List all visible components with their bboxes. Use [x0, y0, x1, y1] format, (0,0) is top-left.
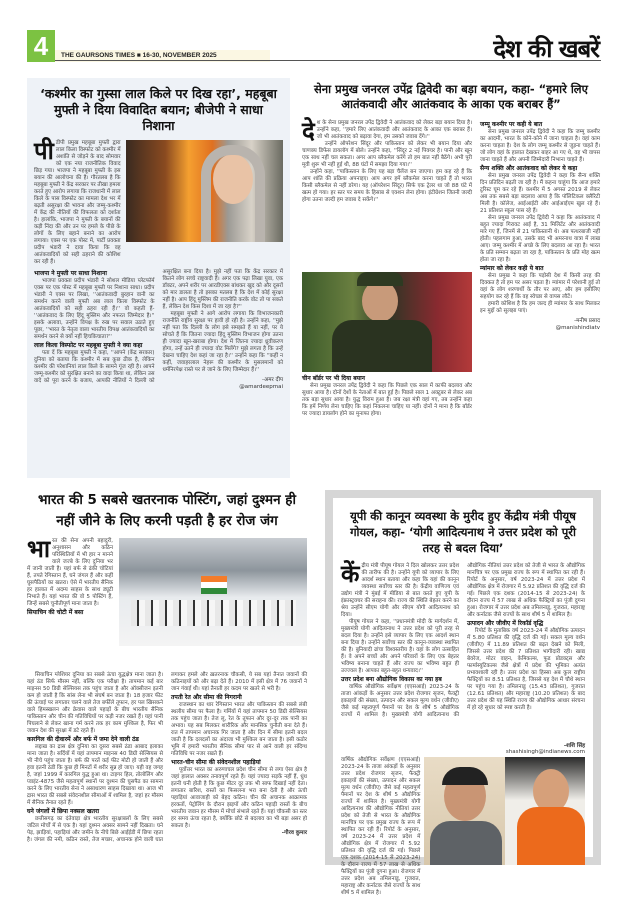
subheading: उत्तर प्रदेश बना औद्योगिक विकास का नया हब — [341, 676, 442, 683]
byline: -शशि सिंह — [563, 743, 585, 749]
army-chief-photo — [302, 272, 472, 372]
subheading: भाजपा ने मुफ्ती पर साधा निशाना — [34, 270, 107, 277]
byline: -मनीष प्रसाद — [574, 318, 600, 324]
goyal-yogi-photo — [424, 757, 585, 865]
soldiers-flag-photo — [119, 538, 307, 646]
author-handle[interactable]: @amardeepmai — [239, 384, 283, 390]
drop-cap: पी — [34, 137, 54, 165]
headline: सेना प्रमुख जनरल उपेंद्र द्विवेदी का बड़ा बयान, कहा- “हमारे लिए आतंकवादी और आतंकवाद के आका एक बराबर हैं” — [314, 82, 588, 111]
yogi-photo — [505, 757, 585, 865]
page-number: 4 — [27, 30, 55, 62]
article-columns: भाजपा ने मुफ्ती पर साधा निशाना भाजपा प्रवक्ता प्रदीप भंडारी ने सोशल मीडिया प्लेटफॉर्म एक्स पर एक पोस्ट में महबूबा मुफ्ती पर निशाना साधा। प्रदीप भंडारी ने एक्स पर लिखा, ''आतंकवादी बुरहान वानी का समर्थन करने वाली मुफ्ती अब लाल किला विस्फोट के आतंकवादियों को सही ठहरा रही हैं।'' वो कहती हैं- ''आतंकवाद के लिए हिंदू मुस्लिम और नफरत जिम्मेदार है।'' इसके अलावा, उन्होंने विपक्ष के रुख पर सवाल उठाते हुए पूछा, ''भारत के नेतृत्व वाला भारतीय विपक्ष आतंकवादियों का समर्थन करने से क्यों नहीं हिचकिचाता?'' लाल किला विस्फोट पर महबूबा मुफ्ती ने क्या कहा पता दें कि महबूबा मुफ्ती ने कहा, ''आपने (केंद्र सरकार) दुनिया को बताया कि कश्मीर में सब कुछ ठीक है, लेकिन कश्मीर की परेशानियां लाल किले के सामने गूंज रही है। आपने जम्मू-कश्मीर को सुरक्षित बनाने का वादा किया था, लेकिन उस वादे को पूरा करने के बजाय, आपकी नीतियों ने दिल्ली को असुरक्षित बना दिया है। मुझे नहीं पता कि केंद्र सरकार में कितने लोग सच्चे राष्ट्रवादी हैं। अगर एक पढ़ा लिखा युवा, एक डॉक्टर, अपने शरीर पर आरडीएक्स बांधकर खुद को और दूसरों को मार डालता है तो इसका मतलब है कि देश में कोई सुरक्षा नहीं है। आप हिंदू मुस्लिम की राजनीति करके वोट तो पा सकते हैं, लेकिन देश किस दिशा में जा रहा है?'' महबूबा मुफ्ती ने आगे आरोप लगाया कि विभाजनकारी राजनीति राष्ट्रीय सुरक्षा पर हावी हो रही है। उन्होंने कहा, ''मुझे नहीं पता कि दिल्ली के लोग इसे समझते हैं या नहीं, पर ये सोचते हैं कि जितना ज्यादा हिंदू मुस्लिम विभाजन होगा उतना ही ज्यादा खून-खराबा होगा। देश में जितना ज्यादा ध्रुवीकरण होगा, उन्हें उतने ही ज्यादा वोट मिलेंगे? मुझे लगता है कि उन्हें देखना चाहिए देश कहां जा रहा है।'' उन्होंने कहा कि ''कहीं न कहीं, जवाहरलाल नेहरू की कश्मीर के मुसलमानों को धर्मनिरपेक्ष रास्ते पर ले जाने के लिए जिम्मेदार हैं।'' -अमर दीप @amardeepmai — [34, 269, 283, 390]
subheading: तपती रेत और सीमा की निगरानी — [171, 694, 242, 701]
subheading: म्यांमार को लेकर कही ये बात — [480, 265, 544, 272]
byline: -अमर दीप — [262, 377, 283, 383]
article-piyush-goyal: यूपी की कानून व्यवस्था के मुरीद हुए केंद्रीय मंत्री पीयूष गोयल, कहा- ‘योगी आदित्यनाथ ने उत्तर प्रदेश को पूरी तरह से बदल दिया’ केंद्रीय मंत्री पीयूष गोयल ने दिल खोलकर उत्तर प्रदेश की तारीफ की है। उन्होंने यूपी को व्यापार के लिए आदर्श स्थान बताया और कहा कि यहां की कानून व्यवस्था सर्वोच्च स्तर की है। केंद्रीय वाणिज्य एवं उद्योग मंत्री ने मुंबई में मीडिया से बात करते हुए यूपी के इंफ्रास्ट्रक्चर की सराहना की। राज्य की स्थिति बेहतर करने का श्रेय उन्होंने सीएम योगी और सीएम योगी आदित्यनाथ को दिया। पीयूष गोयल ने कहा, ''प्रधानमंत्री मोदी के मार्गदर्शन में, मुख्यमंत्री योगी आदित्यनाथ ने उत्तर प्रदेश को पूरी तरह से बदल दिया है। उन्होंने इसे व्यापार के लिए एक आदर्श स्थान बना दिया है। उन्होंने सर्वोच्च स्तर की कानून-व्यवस्था स्थापित की है। बुनियादी ढांचा विश्वस्तरीय है। वहां के लोग उत्साहित हैं। वे अपने बच्चों और अपने परिवारों के लिए एक बेहतर भविष्य बनाना चाहते हैं और राज्य का भविष्य बहुत ही उज्ज्वल है। आपका बहुत-बहुत धन्यवाद।'' उत्तर प्रदेश बना औद्योगिक विकास का नया हब वार्षिक औद्योगिक सर्वेक्षण (एएसआई) 2023-24 के ताजा आंकड़ों के अनुसार उत्तर प्रदेश रोजगार सृजन, फैक्ट्री इकाइयों की संख्या, उत्पादन और सकल मूल्य वर्धन (जीवीए) जैसे कई महत्वपूर्ण पैमानों पर देश के शीर्ष 5 औद्योगिक राज्यों में शामिल है। मुख्यमंत्री योगी आदित्यनाथ की औद्योगिक नीतियां उत्तर प्रदेश को तेजी से भारत के औद्योगिक मानचित्र पर एक प्रमुख राज्य के रूप में स्थापित कर रही हैं। रिपोर्ट के अनुसार, वर्ष 2023-24 में उत्तर प्रदेश में औद्योगिक क्षेत्र में रोजगार में 5.92 प्रतिशत की वृद्धि दर्ज की गई। पिछले एक दशक (2014-15 से 2023-24) के दौरान राज्य में 57 लाख से अधिक फैक्ट्रियों का पूंजी दुगना हुआ। रोजगार में उत्तर प्रदेश अब तमिलनाडु, गुजरात, महाराष्ट्र और कर्नाटक जैसे राज्यों के साथ शीर्ष 5 में शामिल है। उत्पादन और जीवीए में रिकॉर्ड वृद्धि रिपोर्ट के मुताबिक वर्ष 2023-24 में औद्योगिक उत्पादन में 5.80 प्रतिशत की वृद्धि दर्ज की गई। सकल मूल्य वर्धन (जीवीए) में 11.89 प्रतिशत की बढ़त देखने को मिली, जिससे उत्तर प्रदेश की 7 प्रतिशत भागीदारी रही। खाद्य बेवरेज, मोटर वाहन, केमिकल्स, फूड प्रोडक्ट्स और फार्मास्युटिकल्स जैसे क्षेत्रों में प्रदेश की भूमिका अत्यंत प्रभावशाली रही है। उत्तर प्रदेश का हिस्सा अब कुल राष्ट्रीय फैक्ट्रियों का 8.51 प्रतिशत है, जिससे यह देश में चौथे स्थान पर पहुंच गया है। तमिलनाडु (15.43 प्रतिशत), गुजरात (12.61 प्रतिशत) और महाराष्ट्र (10.20 प्रतिशत) के बाद उत्तर प्रदेश की यह स्थिति राज्य की औद्योगिक आधार संरचना में हो रहे सुधार को स्पष्ट करती है। -शशि सिंह shashisingh@indianews.com वार्षिक औद्योगिक सर्वेक्षण (एएसआई) 2023-24 के ताजा आंकड़ों के अनुसार उत्तर प्रदेश रोजगार सृजन, फैक्ट्री इकाइयों की संख्या, उत्पादन और सकल मूल्य वर्धन (जीवीए) जैसे कई महत्वपूर्ण पैमानों पर देश के शीर्ष 5 औद्योगिक राज्यों में शामिल है। मुख्यमंत्री योगी आदित्यनाथ की औद्योगिक नीतियां उत्तर प्रदेश को तेजी से भारत के औद्योगिक मानचित्र पर एक प्रमुख राज्य के रूप में स्थापित कर रही हैं। रिपोर्ट के अनुसार, वर्ष 2023-24 में उत्तर प्रदेश में औद्योगिक क्षेत्र में रोजगार में 5.92 प्रतिशत की वृद्धि दर्ज की गई। पिछले एक दशक (2014-15 से 2023-24) के दौरान राज्य में 57 लाख से अधिक फैक्ट्रियों का पूंजी दुगना हुआ। रोजगार में उत्तर प्रदेश अब तमिलनाडु, गुजरात, महाराष्ट्र और कर्नाटक जैसे राज्यों के साथ शीर्ष 5 में शामिल है। — [325, 490, 601, 865]
subheading: सियाचिन की चोटी में बसा — [27, 609, 84, 616]
mehbooba-photo — [126, 140, 283, 242]
subheading: सैन्य शक्ति और आतंकवाद को लेकर ये कहा — [480, 165, 578, 172]
section-title: देश की खबरें — [493, 35, 599, 63]
headline: भारत की 5 सबसे खतरनाक पोस्टिंग, जहां दुश्मन ही नहीं जीने के लिए करनी पड़ती है हर रोज जंग — [38, 492, 296, 529]
issue-date: 16-30, NOVEMBER 2025 — [142, 52, 217, 59]
byline: -गौरव कुमार — [281, 830, 307, 836]
article-mehbooba — [27, 78, 290, 478]
author-handle[interactable]: @manishindiatv — [555, 325, 600, 331]
headline: ‘कश्मीर का गुस्सा लाल किले पर दिख रहा’, महबूबा मुफ्ती ने दिया विवादित बयान; बीजेपी ने साधा निशाना — [40, 86, 277, 133]
subheading: भारत-चीन सीमा की संवेदनशील पहाड़ियां — [171, 759, 261, 766]
subheading: लाल किला विस्फोट पर महबूबा मुफ्ती ने क्या कहा — [34, 342, 143, 349]
author-email[interactable]: shashisingh@indianews.com — [505, 749, 585, 755]
subheading: उत्पादन और जीवीए में रिकॉर्ड वृद्धि — [467, 620, 544, 627]
subheading: कारगिल की दीवारमें और बर्फ में जमा देने वाली ठंड — [27, 736, 139, 743]
article-army-chief: सेना प्रमुख जनरल उपेंद्र द्विवेदी का बड़ा बयान, कहा- “हमारे लिए आतंकवादी और आतंकवाद के आका एक बराबर हैं” देश के सेना प्रमुख जनरल उपेंद्र द्विवेदी ने आतंकवाद को लेकर बड़ा बयान दिया है। उन्होंने कहा, ''हमारे लिए आतंकवादी और आतंकवाद के आका एक बराबर हैं। जो भी आतंकवाद को बढ़ावा देगा, हम उसको जवाब देंगे।'' उन्होंने ऑपरेशन सिंदूर और पाकिस्तान को लेकर भी बयान दिया और चाणक्य डिफेंस डायलॉग में बोले। उन्होंने कहा, ''सिंदूर 2 नई पिक्चर है। पानी और खून एक साथ नहीं चल सकता। अगर आप ब्लैकमेल करेंगे तो हम बात नहीं बैठेंगे। अभी पूरी मूवी शुरू भी नहीं हुई थी, 88 घंटों में समझा दिया गया।'' उन्होंने कहा, ''पाकिस्तान के लिए यह बड़ा चैलेंज बन जाएगा। हम कह रहे हैं कि आप शांति की प्रक्रिया अपनाइए। आप अगर हमें ब्लैकमेल करना चाहते हैं तो भारत किसी ब्लैकमेल से नहीं डरेगा। यह (ऑपरेशन सिंदूर) सिर्फ एक ट्रेलर था जो 88 घंटे में खत्म हो गया। हर स्तर पर समय के हिसाब से एक्शन लेना होगा। इंटीग्रेशन जितनी जल्दी होगा उतना जल्दी हम जवाब दे सकेंगे।'' चीन बॉर्डर पर भी दिया बयान सेना प्रमुख जनरल उपेंद्र द्विवेदी ने कहा कि पिछले एक साल में काफी बदलाव और सुधार आया है। दोनों देशों के नेताओं में बात हुई है। पिछले साल 1 अक्टूबर से लेकर अब तक बड़ा सुधार आया है। युद्ध विराम हुआ है। जब रक्षा मंत्री वहां गए, तब उन्होंने कहा कि हमें निर्णय लेना चाहिए कि कहां निकलना चाहिए या नहीं। दोनों ने माना है कि बॉर्डर पर ज्यादा डायलॉग होने का मुनाफा होगा। जम्मू कश्मीर पर कही ये बात सेना प्रमुख जनरल उपेंद्र द्विवेदी ने कहा कि जम्मू कश्मीर का आदमी, भारत के कोने-कोने में जाना चाहता है। वहां काम करना चाहता है। देश के लोग जम्मू कश्मीर से जुड़ना चाहते हैं। जो लोग वहां के हालात देखकर बाहर आ गए थे, वह भी वापस जाना चाहते हैं और अपनी जिम्मेदारी निभाना चाहते हैं। सैन्य शक्ति और आतंकवाद को लेकर ये कहा सेना प्रमुख जनरल उपेंद्र द्विवेदी ने कहा कि सैन्य शक्ति दिन प्रतिदिन बढ़ती जा रही है। मैं कहना चाहूंगा कि आज हमारे टूरिस्ट घूम कर रहे हैं। कश्मीर में 5 अगस्त 2019 से लेकर अब तक सबसे बड़ा बदलाव आया है कि पॉलिटिकल क्लैरिटी मिली है। कॉलेज, आईआईटी और आईआईएम खुल रहे हैं। 21 प्रतिशत स्कूल पास रहे हैं। सेना प्रमुख जनरल उपेंद्र द्विवेदी ने कहा कि आतंकवाद में बहुत ज्यादा गिरावट आई है, 31 मिलिटेंट और आतंकवादी मारे गए हैं, जिनमें से 21 पाकिस्तानी थे। अब पत्थरबाजी नहीं होती। पहलगाम हुआ, उसके बाद भी अमरनाथ यात्रा में लाख आए। जम्मू कश्मीर में अच्छे के लिए बदलाव आ रहा है। भारत के प्रति सम्मान बढ़ता जा रहा है, पाकिस्तान के प्रति मोह खत्म होता जा रहा है। म्यांमार को लेकर कही ये बात सेना प्रमुख ने कहा कि पड़ोसी देश में किसी तरह की दिक्कत है तो हम पर असर पड़ता है। म्यांमार में परेशानी हुई तो वहां के लोग शरणार्थी के तौर पर आए, और हम इसीलिए सहयोग कर रहे हैं कि वह स्वेच्छा से वापस लौटें। हमारी कोशिश है कि हम जल्द ही म्यांमार के साथ मिलकर इन मुद्दों को सुलझा पाएं। -मनीष प्रसाद @manishindiatv — [302, 82, 600, 417]
article-dangerous-postings: भारत की 5 सबसे खतरनाक पोस्टिंग, जहां दुश्मन ही नहीं जीने के लिए करनी पड़ती है हर रोज जंग भारत की सेना अपनी बहादुरी, अनुशासन और कठिन परिस्थितियों में भी हार न मानने वाले जज्बे के लिए दुनिया भर में जानी जाती है। यहां बर्फ से ढंकी चोटियां हैं, तपते रेगिस्तान हैं, घने जंगल हैं और कहीं घुसपैठियों का खतरा। ऐसे में भारतीय सैनिक हर हालात में अदम्य साहस के साथ ड्यूटी निभाते हैं। यहां भारत की वो 5 पोस्टिंग हैं, जिन्हें सबसे चुनौतीपूर्ण माना जाता है। सियाचिन की चोटी में बसा सियाचिन ग्लेशियर दुनिया का सबसे ऊंचा युद्धक्षेत्र माना जाता है। यहां ठंड सिर्फ मौसम नहीं, बल्कि एक परीक्षा है। तापमान कई बार माइनस 50 डिग्री सेल्सियस तक पहुंच जाता है और ऑक्सीजन इतनी कम हो जाती है कि सांस लेना भी संघर्ष बन जाता है। 18 हजार फीट की ऊंचाई पर लगातार चलने वाले तेज बर्फीले तूफान, हर पल खिसकने वाले हिमस्खलन और क्रेवास वाले पहाड़ों के बीच भारतीय सैनिक पाकिस्तान और चीन की गतिविधियों पर कड़ी नजर रखते हैं। यहां पानी पिघलाने से लेकर खाना गर्म करने तक हर काम मुश्किल है, फिर भी जवान देश की सुरक्षा में डटे रहते हैं। कारगिल की दीवारमें और बर्फ में जमा देने वाली ठंड लद्दाख का द्रास क्षेत्र दुनिया का दूसरा सबसे ठंडा आबाद इलाका माना जाता है। सर्दियों में यहां तापमान माइनस 40 डिग्री सेल्सियस से भी नीचे पहुंच जाता है। बर्फ की परतें कई फीट मोटी हो जाती हैं और हवा इतनी ठंडी कि कुछ ही मिनटों में शरीर सुन्न हो जाए। यही वह जगह है, जहां 1999 में कारगिल युद्ध हुआ था। टाइगर हिल, तोलोलिंग और प्वाइंट-4875 जैसे महत्वपूर्ण स्थानों पर दुश्मन की घुसपैठ का सामना करने के लिए भारतीय सेना ने असाधारण साहस दिखाया था। आज भी द्रास भारत की सबसे संवेदनशील सीमाओं में शामिल है, जहां हर मौसम में सैनिक तैनात रहते हैं। घने जंगलों में छिपा नक्सल खतरा छत्तीसगढ़ का दंतेवाड़ा क्षेत्र भारतीय सुरक्षाबलों के लिए सबसे जटिल मोर्चों में से एक है। यहां दुश्मन अक्सर सामने नहीं दिखता। घने पेड़, झाड़ियां, पहाड़ियां और जमीन के नीचे बिछे आईईडी में छिपा रहता है। जंगल की नमी, कठिन रास्ते, तेज मच्छर, अचानक होने वाली घात लगाकर हमले और ख़तरनाक चौकसी, ये सब यहां तैनात जवानों की कठिनाइयों को और बढ़ा देते हैं। 2010 में इसी क्षेत्र में 76 जवानों ने जान गंवाई थी। यहां तैनाती हर कदम पर खतरे से भरी है। तपती रेत और सीमा की निगरानी राजस्थान का थार रेगिस्तान भारत और पाकिस्तान की सबसे लंबी स्थलीय सीमा पर फैला है। गर्मियों में यहां तापमान 50 डिग्री सेल्सियस तक पहुंच जाता है। तेज लू, रेत के तूफान और दूर-दूर तक पानी का अभाव। यह सब मिलकर शारीरिक और मानसिक चुनौती बना देते हैं। रात में तापमान अचानक गिर जाता है और दिन में सीमा इतनी बदल जाती है कि दलदलों का अंदाजा भी मुश्किल बन जाता है। इसी कठोर भूमि में हमारी भारतीय सैनिक सीमा पार से आने वाली हर संदिग्ध गतिविधि पर नजर रखते हैं। भारत-चीन सीमा की संवेदनशील पहाड़ियां पूर्वोत्तर भारत का अरुणाचल प्रदेश चीन सीमा से लगा ऐसा क्षेत्र है जहां हालात अक्सर तनावपूर्ण रहते हैं। यहां ज्यादा सड़कें नहीं हैं, धुंध इतनी घनी होती है कि कुछ मीटर दूर तक भी साफ दिखाई नहीं देता। लगातार बारिश, रास्तों का फिसलना भरा बना देती है और ऊंची पहाड़ियां आवाजाही को बेहद कठिन। चीन की अचानक आक्रामक हरकतों, पेट्रोलिंग के दौरान झड़पों और कठिन पहाड़ी रास्तों के बीच भारतीय जवान हर मौसम में मोर्चा संभाले रहते हैं। यहां चौकसी का स्तर हर समय ऊंचा रहता है, क्योंकि छोटे से बदलाव का भी बड़ा असर हो सकता है। -गौरव कुमार — [27, 492, 307, 843]
separator-icon: ■ — [136, 52, 141, 59]
drop-cap: भा — [27, 535, 51, 563]
drop-cap: कें — [341, 560, 360, 588]
headline: यूपी की कानून व्यवस्था के मुरीद हुए केंद्रीय मंत्री पीयूष गोयल, कहा- ‘योगी आदित्यनाथ ने उत्तर प्रदेश को पूरी तरह से बदल दिया’ — [350, 509, 576, 555]
intro-text: पीडीपी प्रमुख महबूबा मुफ्ती द्वारा लाल किला विस्फोट को कश्मीर में अशांति से जोड़ने के बाद सोमवार को एक नया राजनीतिक विवाद छिड़ गया। भाजपा ने महबूबा मुफ्ती के इस बयान की आलोचना की है। गौरतलब है कि महबूबा मुफ्ती ने केंद्र सरकार पर तीखा हमला करते हुए आरोप लगाया कि राजधानी में लाल किले के पास विस्फोट का मामला देश भर में बढ़ती असुरक्षा की भावना और जम्मू-कश्मीर में केंद्र की नीतियों की विफलता को दर्शाता है। हालांकि, भाजपा ने मुफ्ती के बयानों की कड़ी निंदा की और उन पर हमले के पीछे के लोगों के लिए बहाने बनाने का आरोप लगाया। एक्स पर एक पोस्ट में, पार्टी प्रवक्ता प्रदीप भंडारी ने दावा किया कि वह आतंकवादियों को सही ठहराने की कोशिश कर रही हैं। — [34, 137, 121, 265]
drop-cap: दे — [302, 117, 315, 145]
goyal-photo — [424, 757, 504, 865]
subheading: घने जंगलों में छिपा नक्सल खतरा — [27, 808, 100, 815]
subheading: जम्मू कश्मीर पर कही ये बात — [480, 121, 543, 128]
subheading: चीन बॉर्डर पर भी दिया बयान — [302, 375, 365, 382]
paper-name: THE GAURSONS TIMES — [61, 52, 136, 59]
